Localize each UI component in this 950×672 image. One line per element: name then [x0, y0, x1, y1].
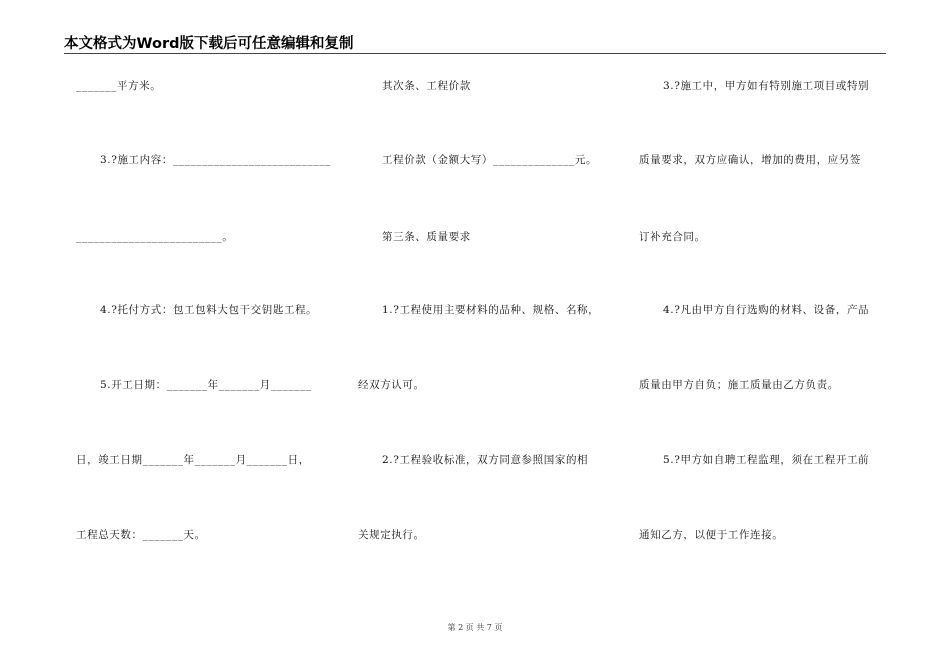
text-line: 通知乙方，以便于工作连接。 — [639, 529, 784, 541]
header-divider — [64, 53, 886, 54]
text-line: 其次条、工程价款 — [382, 80, 471, 92]
text-line: 订补充合同。 — [639, 231, 706, 243]
text-line: 3.?施工内容：___________________________ — [100, 154, 331, 166]
text-line: 质量由甲方自负；施工质量由乙方负责。 — [639, 379, 839, 391]
text-line: 1.?工程使用主要材料的品种、规格、名称， — [382, 304, 600, 316]
text-line: 4.?托付方式：包工包料大包干交钥匙工程。 — [100, 304, 318, 316]
text-line: 3.?施工中，甲方如有特别施工项目或特别 — [663, 80, 870, 92]
text-line: 4.?凡由甲方自行选购的材料、设备，产品 — [663, 304, 870, 316]
text-line: 2.?工程验收标准，双方同意参照国家的相 — [382, 454, 589, 466]
text-line: 日，竣工日期_______年_______月_______日， — [76, 454, 310, 466]
text-line: 5.?甲方如自聘工程监理，须在工程开工前 — [663, 454, 870, 466]
text-line: 工程总天数：_______天。 — [76, 529, 206, 541]
text-line: 经双方认可。 — [358, 379, 425, 391]
text-line: 关规定执行。 — [358, 529, 425, 541]
text-line: 工程价款（金额大写）______________元。 — [382, 154, 598, 166]
page-number: 第 2 页 共 7 页 — [447, 623, 503, 632]
text-line: 质量要求，双方应确认，增加的费用，应另签 — [639, 154, 861, 166]
document-header: 本文格式为Word版下载后可任意编辑和复制 — [64, 36, 354, 52]
text-line: 第三条、质量要求 — [382, 231, 471, 243]
text-line: _______平方米。 — [76, 80, 162, 92]
text-line: 5.开工日期：_______年_______月_______ — [100, 379, 312, 391]
text-line: _________________________。 — [76, 231, 234, 243]
